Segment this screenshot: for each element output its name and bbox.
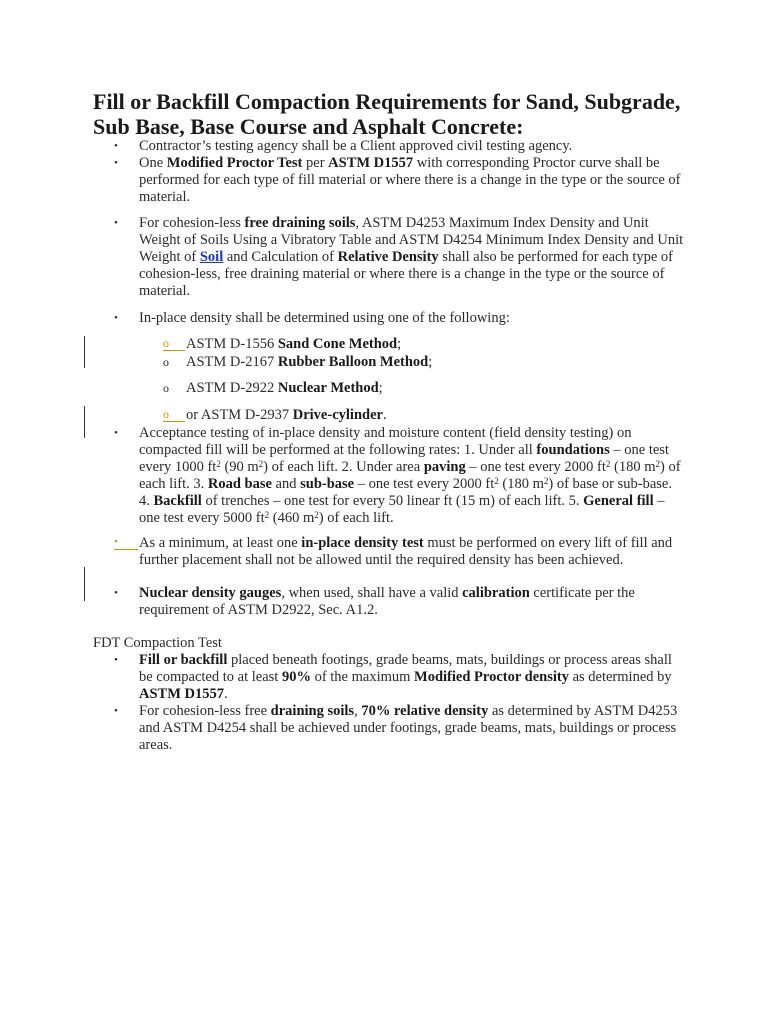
list-item-minimum-test: As a minimum, at least one in-place density test must be performed on every lift of fill and further placement shall not be allowed until the required density has been achieved.	[139, 535, 673, 568]
sub-item-drive-cylinder: or ASTM D-2937 Drive-cylinder.	[186, 407, 387, 423]
bullet-icon: •	[114, 535, 138, 550]
bullet-icon: •	[114, 217, 118, 229]
sub-item-nuclear: ASTM D-2922 Nuclear Method;	[186, 380, 383, 396]
list-item-fill-backfill: Fill or backfill placed beneath footings, grade beams, mats, buildings or process areas shall be compacted to at least 90% of the maximum Modified Proctor density as determined by ASTM D1557.	[139, 652, 672, 702]
sub-item-rubber-balloon: ASTM D-2167 Rubber Balloon Method;	[186, 354, 433, 370]
bullet-icon: •	[114, 427, 118, 439]
bullet-icon: •	[114, 587, 118, 599]
list-item-in-place-density: In-place density shall be determined using one of the following:	[139, 310, 510, 326]
soil-link[interactable]: Soil	[199, 249, 224, 265]
circle-bullet-icon: o	[163, 407, 185, 422]
list-item-testing-agency: Contractor’s testing agency shall be a Client approved civil testing agency.	[139, 138, 573, 154]
circle-bullet-icon: o	[163, 355, 169, 369]
list-item-relative-density: For cohesion-less free draining soils, ASTM D4253 Maximum Index Density and Unit Weight of Soils Using a Vibratory Table and ASTM D4254 Minimum Index Density and Unit Weight of Soil and Calculation of Relative Density shall also be performed for each type of cohesion-less, free draining material or where there is a change in the type or the source of material.	[139, 215, 684, 299]
list-item-nuclear-gauges: Nuclear density gauges, when used, shall have a valid calibration certificate per the requirement of ASTM D2922, Sec. A1.2.	[139, 585, 635, 618]
bullet-icon: •	[114, 705, 118, 717]
bullet-icon: •	[114, 157, 118, 169]
list-item-proctor-test: One Modified Proctor Test per ASTM D1557 with corresponding Proctor curve shall be performed for each type of fill material or where there is a change in the type or the source of material.	[139, 155, 681, 205]
list-item-cohesionless: For cohesion-less free draining soils, 70% relative density as determined by ASTM D4253 and ASTM D4254 shall be achieved under footings, grade beams, mats, buildings or process areas.	[139, 703, 678, 753]
change-bar	[84, 336, 85, 368]
change-bar	[84, 406, 85, 438]
document-title: Fill or Backfill Compaction Requirements for Sand, Subgrade, Sub Base, Base Course and Asphalt Concrete:	[93, 89, 681, 139]
bullet-icon: •	[114, 654, 118, 666]
sub-item-sand-cone: ASTM D-1556 Sand Cone Method;	[186, 336, 402, 352]
list-item-acceptance-testing: Acceptance testing of in-place density and moisture content (field density testing) on compacted fill will be performed at the following rates: 1. Under all foundations – one test every 1000 $ft^2$ (90 $m^2$) of each lift. 2. Under area paving – one test every 2000 $ft^2$ (180 $m^2$) of each lift. 3. Road base and sub-base – one test every 2000 $ft^2$ (180 $m^2$) of base or sub-base. 4. Backfill of trenches – one test for every 50 linear ft (15 m) of each lift. 5. General fill – one test every 5000 $ft^2$ (460 $m^2$) of each lift.	[139, 425, 681, 526]
circle-bullet-icon: o	[163, 336, 185, 351]
change-bar	[84, 567, 85, 601]
section-heading-fdt: FDT Compaction Test	[93, 635, 222, 651]
circle-bullet-icon: o	[163, 381, 169, 395]
bullet-icon: •	[114, 312, 118, 324]
bullet-icon: •	[114, 140, 118, 152]
